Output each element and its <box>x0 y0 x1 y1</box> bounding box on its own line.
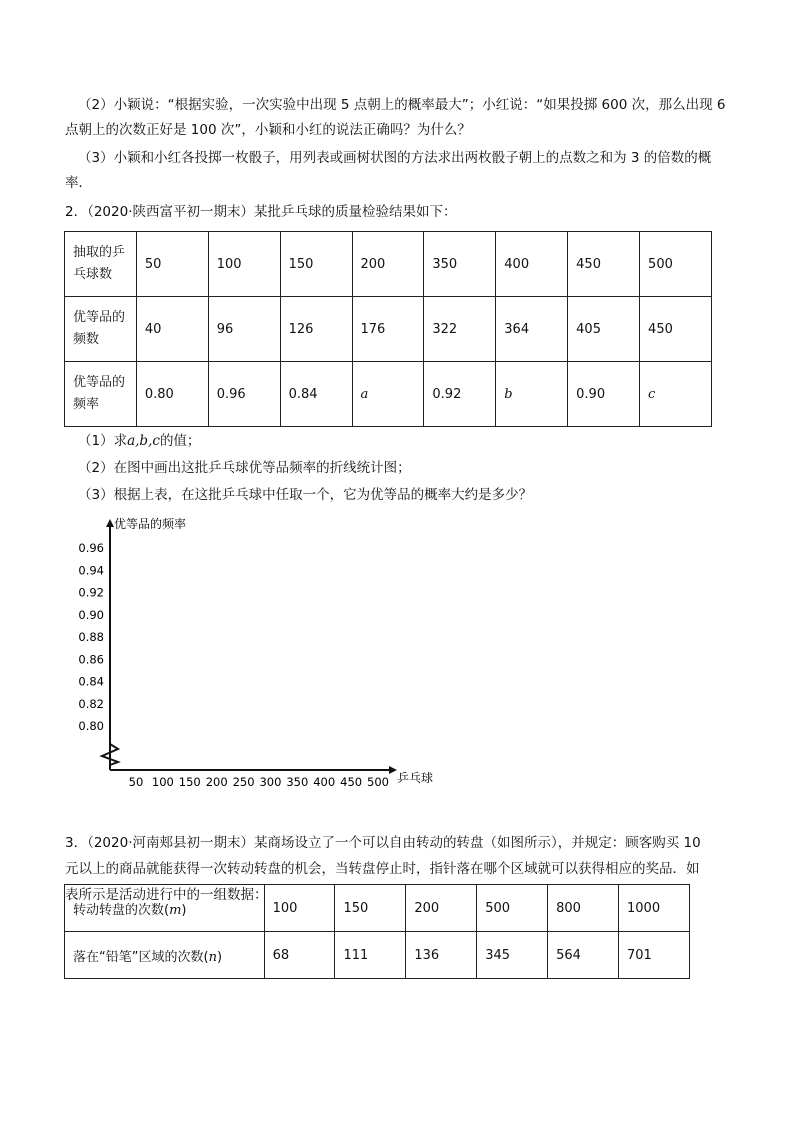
x-axis-arrow-icon <box>389 766 397 774</box>
x-tick-label: 450 <box>340 775 363 789</box>
table-cell: 150 <box>335 885 406 932</box>
q3-line-1: （3）小颖和小红各投掷一枚骰子，用列表或画树状图的方法求出两枚骰子朝上的点数之和为 3 的倍数的概 <box>78 150 712 166</box>
quality-table <box>64 231 712 427</box>
y-tick-label: 0.88 <box>78 630 104 644</box>
x-tick-label: 300 <box>259 775 282 789</box>
x-tick-label: 150 <box>178 775 201 789</box>
table-cell: 150 <box>280 232 352 297</box>
problem-3-line-2: 元以上的商品就能获得一次转动转盘的机会，当转盘停止时，指针落在哪个区域就可以获得相应的奖品．如 <box>65 861 700 877</box>
table-cell: 0.80 <box>136 362 208 427</box>
table-cell: 800 <box>548 885 619 932</box>
q2-line-2: 点朝上的次数正好是 100 次”，小颖和小红的说法正确吗？为什么？ <box>65 122 471 138</box>
table-cell: 100 <box>208 232 280 297</box>
y-tick-label: 0.86 <box>78 652 104 667</box>
table-cell: 0.84 <box>280 362 352 427</box>
table-row <box>65 885 690 932</box>
q3-line-2: 率． <box>65 175 92 191</box>
subquestion-1 <box>78 432 200 450</box>
table-cell: 350 <box>424 232 496 297</box>
row-header-text: 转动转盘的次数 <box>73 902 165 918</box>
table-cell: 1000 <box>619 885 690 932</box>
subquestion-1-suffix: 的值； <box>159 433 201 449</box>
table-cell: 500 <box>640 232 712 297</box>
x-tick-label: 500 <box>367 775 389 789</box>
table-cell-variable: b <box>496 362 568 427</box>
table-cell: 100 <box>264 885 335 932</box>
table-cell: 405 <box>568 297 640 362</box>
table-cell: 500 <box>477 885 548 932</box>
subquestion-1-variables: a,b,c <box>127 433 160 449</box>
table-cell: 50 <box>136 232 208 297</box>
table-cell: 111 <box>335 932 406 979</box>
table-cell: 0.90 <box>568 362 640 427</box>
problem-3-line-3: 表所示是活动进行中的一组数据： <box>65 887 268 903</box>
table-row <box>65 362 712 427</box>
row-header: 优等品的频数 <box>65 297 137 362</box>
table-cell-variable: a <box>352 362 424 427</box>
axis-break-icon <box>102 744 118 770</box>
table-cell-variable: c <box>640 362 712 427</box>
subquestion-2: （2）在图中画出这批乒乓球优等品频率的折线统计图； <box>78 460 411 476</box>
x-tick-label: 250 <box>232 775 255 789</box>
y-tick-label: 0.92 <box>78 585 104 600</box>
table-cell: 200 <box>352 232 424 297</box>
y-tick-label: 0.96 <box>78 541 104 555</box>
table-row <box>65 232 712 297</box>
x-tick-label: 50 <box>128 775 144 789</box>
row-header: 抽取的乒乓球数 <box>65 232 137 297</box>
x-tick-label: 200 <box>205 775 228 789</box>
x-tick-label: 350 <box>286 775 309 789</box>
row-header: 优等品的频率 <box>65 362 137 427</box>
x-tick-label: 100 <box>151 775 174 789</box>
table-cell: 0.92 <box>424 362 496 427</box>
table-cell: 564 <box>548 932 619 979</box>
table-cell: 200 <box>406 885 477 932</box>
table-cell: 126 <box>280 297 352 362</box>
table-cell: 0.96 <box>208 362 280 427</box>
subquestion-3: （3）根据上表，在这批乒乓球中任取一个，它为优等品的概率大约是多少？ <box>78 487 533 503</box>
problem-2-title: 2．（2020·陕西富平初一期末）某批乒乓球的质量检验结果如下： <box>65 204 457 220</box>
table-row <box>65 932 690 979</box>
subquestion-1-prefix: （1）求 <box>78 433 128 449</box>
q2-line-1: （2）小颖说：“根据实验，一次实验中出现 5 点朝上的概率最大”；小红说：“如果投掷 600 次，那么出现 6 <box>78 97 726 113</box>
table-cell: 40 <box>136 297 208 362</box>
spinner-table <box>64 884 690 979</box>
x-axis-label: 乒乓球 <box>397 771 434 785</box>
y-axis-label: 优等品的频率 <box>114 517 187 531</box>
y-tick-label: 0.84 <box>78 674 104 689</box>
table-cell: 364 <box>496 297 568 362</box>
row-header: 落在“铅笔”区域的次数(n) <box>65 932 265 979</box>
y-tick-label: 0.80 <box>78 719 104 733</box>
y-axis-arrow-icon <box>106 519 114 527</box>
table-cell: 68 <box>264 932 335 979</box>
row-header-variable: m <box>169 902 182 918</box>
y-tick-label: 0.90 <box>78 607 104 622</box>
table-cell: 701 <box>619 932 690 979</box>
table-row <box>65 297 712 362</box>
x-tick-label: 400 <box>313 775 336 789</box>
y-tick-label: 0.82 <box>78 696 104 711</box>
table-cell: 400 <box>496 232 568 297</box>
table-cell: 96 <box>208 297 280 362</box>
table-cell: 322 <box>424 297 496 362</box>
problem-3-line-1: 3．（2020·河南郏县初一期末）某商场设立了一个可以自由转动的转盘（如图所示），并规定：顾客购买 10 <box>65 835 701 851</box>
table-cell: 450 <box>640 297 712 362</box>
row-header: 转动转盘的次数(m) <box>65 885 265 932</box>
table-cell: 176 <box>352 297 424 362</box>
y-tick-label: 0.94 <box>78 563 104 578</box>
frequency-chart <box>60 512 460 792</box>
row-header-text: 落在“铅笔”区域的次数 <box>73 949 204 965</box>
table-cell: 136 <box>406 932 477 979</box>
row-header-variable: n <box>208 949 217 965</box>
table-cell: 450 <box>568 232 640 297</box>
table-cell: 345 <box>477 932 548 979</box>
